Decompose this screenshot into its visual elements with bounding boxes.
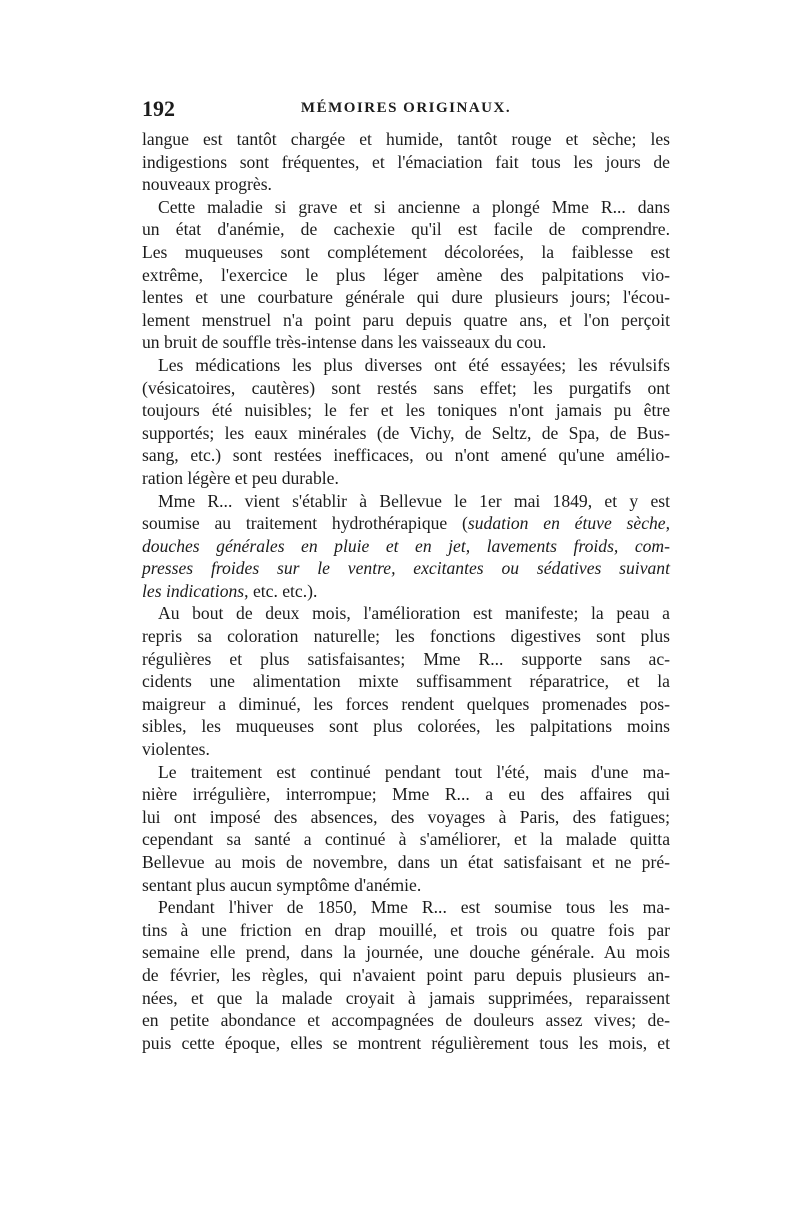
text-line bbox=[142, 557, 670, 580]
text-run: soumise au traitement hydrothérapique ( bbox=[142, 513, 468, 534]
body-text bbox=[142, 128, 670, 1054]
text-line: langue est tantôt chargée et humide, tantôt rouge et sèche; les bbox=[142, 129, 670, 149]
text-line: régulières et plus satisfaisantes; Mme R... supporte sans ac- bbox=[142, 648, 670, 669]
text-line: (vésicatoires, cautères) sont restés sans effet; les purgatifs ont bbox=[142, 377, 670, 398]
text-line: lement menstruel n'a point paru depuis quatre ans, et l'on perçoit bbox=[142, 309, 670, 330]
text-line: puis cette époque, elles se montrent régulièrement tous les mois, et bbox=[142, 1032, 670, 1053]
text-line: un bruit de souffle très-intense dans les vaisseaux du cou. bbox=[142, 332, 547, 353]
text-line: Cette maladie si grave et si ancienne a plongé Mme R... dans bbox=[158, 196, 670, 217]
text-line: violentes. bbox=[142, 739, 210, 760]
text-line: lentes et une courbature générale qui dure plusieurs jours; l'écou- bbox=[142, 287, 670, 308]
text-line: tins à une friction en drap mouillé, et trois ou quatre fois par bbox=[142, 919, 670, 940]
text-run: , etc. etc.). bbox=[244, 580, 318, 601]
text-line: sang, etc.) sont restées inefficaces, ou n'ont amené qu'une amélio- bbox=[142, 445, 670, 466]
text-line: en petite abondance et accompagnées de douleurs assez vives; de- bbox=[142, 1010, 670, 1031]
text-line: nière irrégulière, interrompue; Mme R... a eu des affaires qui bbox=[142, 784, 670, 805]
page-header bbox=[142, 96, 670, 126]
text-line: sentant plus aucun symptôme d'anémie. bbox=[142, 874, 422, 895]
text-line: un état d'anémie, de cachexie qu'il est facile de comprendre. bbox=[142, 219, 670, 240]
italic-run: douches générales en pluie et en jet, lavements froids, com- bbox=[142, 535, 670, 556]
paragraph bbox=[142, 761, 670, 897]
text-line: Pendant l'hiver de 1850, Mme R... est soumise tous les ma- bbox=[158, 897, 670, 918]
text-line: supportés; les eaux minérales (de Vichy, de Seltz, de Spa, de Bus- bbox=[142, 422, 670, 443]
text-line: Mme R... vient s'établir à Bellevue le 1er mai 1849, et y est bbox=[158, 490, 670, 511]
text-line: lui ont imposé des absences, des voyages à Paris, des fatigues; bbox=[142, 806, 670, 827]
italic-run: les indications bbox=[142, 580, 245, 601]
text-line bbox=[142, 580, 670, 603]
text-line: de février, les règles, qui n'avaient point paru depuis plusieurs an- bbox=[142, 964, 670, 985]
text-line: indigestions sont fréquentes, et l'émaciation fait tous les jours de bbox=[142, 151, 670, 172]
text-line: cependant sa santé a continué à s'améliorer, et la malade quitta bbox=[142, 829, 670, 850]
paragraph bbox=[142, 128, 670, 196]
page-number: 192 bbox=[142, 96, 175, 121]
text-line: cidents une alimentation mixte suffisamment réparatrice, et la bbox=[142, 671, 670, 692]
text-line: sibles, les muqueuses sont plus colorées, les palpitations moins bbox=[142, 716, 670, 737]
text-line bbox=[142, 512, 670, 535]
paragraph bbox=[142, 354, 670, 490]
text-line: semaine elle prend, dans la journée, une douche générale. Au mois bbox=[142, 942, 670, 963]
text-line: maigreur a diminué, les forces rendent quelques promenades pos- bbox=[142, 693, 670, 714]
text-line: Le traitement est continué pendant tout l'été, mais d'une ma- bbox=[158, 761, 670, 782]
text-line: repris sa coloration naturelle; les fonctions digestives sont plus bbox=[142, 626, 670, 647]
text-line: nouveaux progrès. bbox=[142, 174, 272, 195]
text-line: Au bout de deux mois, l'amélioration est manifeste; la peau a bbox=[158, 603, 670, 624]
paragraph bbox=[142, 896, 670, 1054]
text-line: Bellevue au mois de novembre, dans un état satisfaisant et ne pré- bbox=[142, 852, 670, 872]
italic-run: sudation en étuve sèche, bbox=[467, 513, 671, 534]
italic-run: presses froides sur le ventre, excitantes ou sédatives suivant bbox=[142, 558, 670, 579]
text-line: ration légère et peu durable. bbox=[142, 467, 339, 488]
paragraph bbox=[142, 602, 670, 760]
text-line: extrême, l'exercice le plus léger amène des palpitations vio- bbox=[142, 264, 670, 285]
text-line: Les muqueuses sont complétement décolorées, la faiblesse est bbox=[142, 241, 670, 262]
text-line: Les médications les plus diverses ont été essayées; les révulsifs bbox=[158, 354, 670, 375]
text-line bbox=[142, 535, 670, 558]
running-title: MÉMOIRES ORIGINAUX. bbox=[300, 100, 512, 116]
text-line: toujours été nuisibles; le fer et les toniques n'ont jamais pu être bbox=[142, 400, 670, 421]
paragraph bbox=[142, 196, 670, 354]
text-line: nées, et que la malade croyait à jamais supprimées, reparaissent bbox=[142, 987, 670, 1008]
paragraph bbox=[142, 490, 670, 603]
